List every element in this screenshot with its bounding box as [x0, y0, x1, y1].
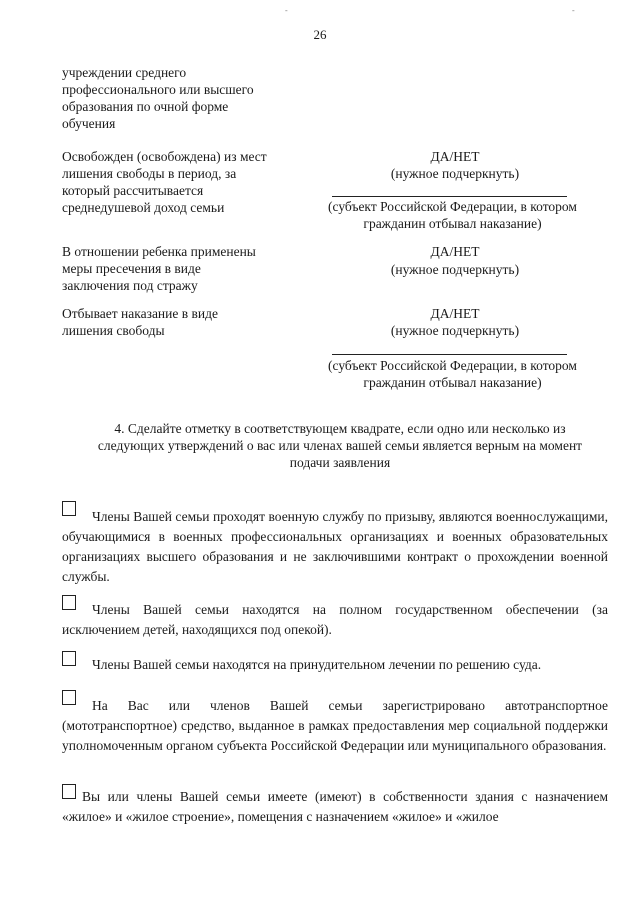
text-line: (субъект Российской Федерации, в котором [328, 199, 577, 214]
section-4-heading [40, 420, 640, 471]
text-line: образования по очной форме [62, 99, 229, 114]
text-line: В отношении ребенка применены [62, 244, 256, 259]
checkbox-item-text [62, 600, 608, 640]
checkbox-item-text [62, 655, 608, 675]
text-line: обучения [62, 116, 116, 131]
text-line: лишения свободы в период, за [62, 166, 237, 181]
fill-line[interactable] [332, 354, 567, 355]
answer-hint: (нужное подчеркнуть) [390, 262, 520, 277]
scan-mark: - [572, 6, 575, 15]
question-released-from-prison [62, 148, 322, 216]
answer-yes-no[interactable]: ДА/НЕТ [430, 149, 480, 164]
item-text: Члены Вашей семьи находятся на полном государственном обеспечении (за исключением детей, находящихся под опекой). [62, 602, 608, 637]
text-line: Освобожден (освобождена) из мест [62, 149, 267, 164]
fill-line[interactable] [332, 196, 567, 197]
item-text: Члены Вашей семьи находятся на принудительном лечении по решению суда. [92, 657, 542, 672]
item-text: На Вас или членов Вашей семьи зарегистрировано автотранспортное (мототранспортное) средство, выданное в рамках предоставления мер социальной поддержки уполномоченным органом субъекта Российской Федерации или муниципального образования. [62, 698, 608, 753]
scan-mark: - [285, 6, 288, 15]
answer-yes-no[interactable]: ДА/НЕТ [430, 244, 480, 259]
text-line: заключения под стражу [62, 278, 198, 293]
text-line: гражданин отбывал наказание) [363, 216, 542, 231]
answer-hint: (нужное подчеркнуть) [390, 323, 520, 338]
text-line: Отбывает наказание в виде [62, 306, 218, 321]
text-line: 4. Сделайте отметку в соответствующем квадрате, если одно или несколько из [114, 421, 566, 436]
text-line: профессионального или высшего [62, 82, 254, 97]
checkbox-item-text [62, 507, 608, 587]
question-measure-of-restraint [62, 243, 322, 294]
text-line: лишения свободы [62, 323, 165, 338]
checkbox-item-text [62, 787, 608, 827]
text-line: учреждении среднего [62, 65, 187, 80]
answer-yes-no[interactable]: ДА/НЕТ [430, 306, 480, 321]
text-line: следующих утверждений о вас или членах вашей семьи является верным на момент [97, 438, 583, 453]
text-line: гражданин отбывал наказание) [363, 375, 542, 390]
answer-hint: (нужное подчеркнуть) [390, 166, 520, 181]
item-text: Члены Вашей семьи проходят военную службу по призыву, являются военнослужащими, обучающимися в военных профессиональных организациях и военных образовательных организациях высшего образования и не заключившими контракт о прохождении военной службы. [62, 509, 608, 584]
text-line: меры пресечения в виде [62, 261, 201, 276]
question-serving-sentence [62, 305, 322, 339]
text-line: (субъект Российской Федерации, в котором [328, 358, 577, 373]
subject-caption [300, 357, 605, 391]
text-line: среднедушевой доход семьи [62, 200, 225, 215]
page-number: 26 [313, 27, 327, 42]
text-line: который рассчитывается [62, 183, 204, 198]
item-text: Вы или члены Вашей семьи имеете (имеют) в собственности здания с назначением «жилое» и «жилое строение», помещения с назначением «жилое» и «жилое [62, 789, 608, 824]
top-continuation [62, 64, 322, 132]
checkbox-item-text [62, 696, 608, 756]
subject-caption [300, 198, 605, 232]
text-line: подачи заявления [289, 455, 391, 470]
